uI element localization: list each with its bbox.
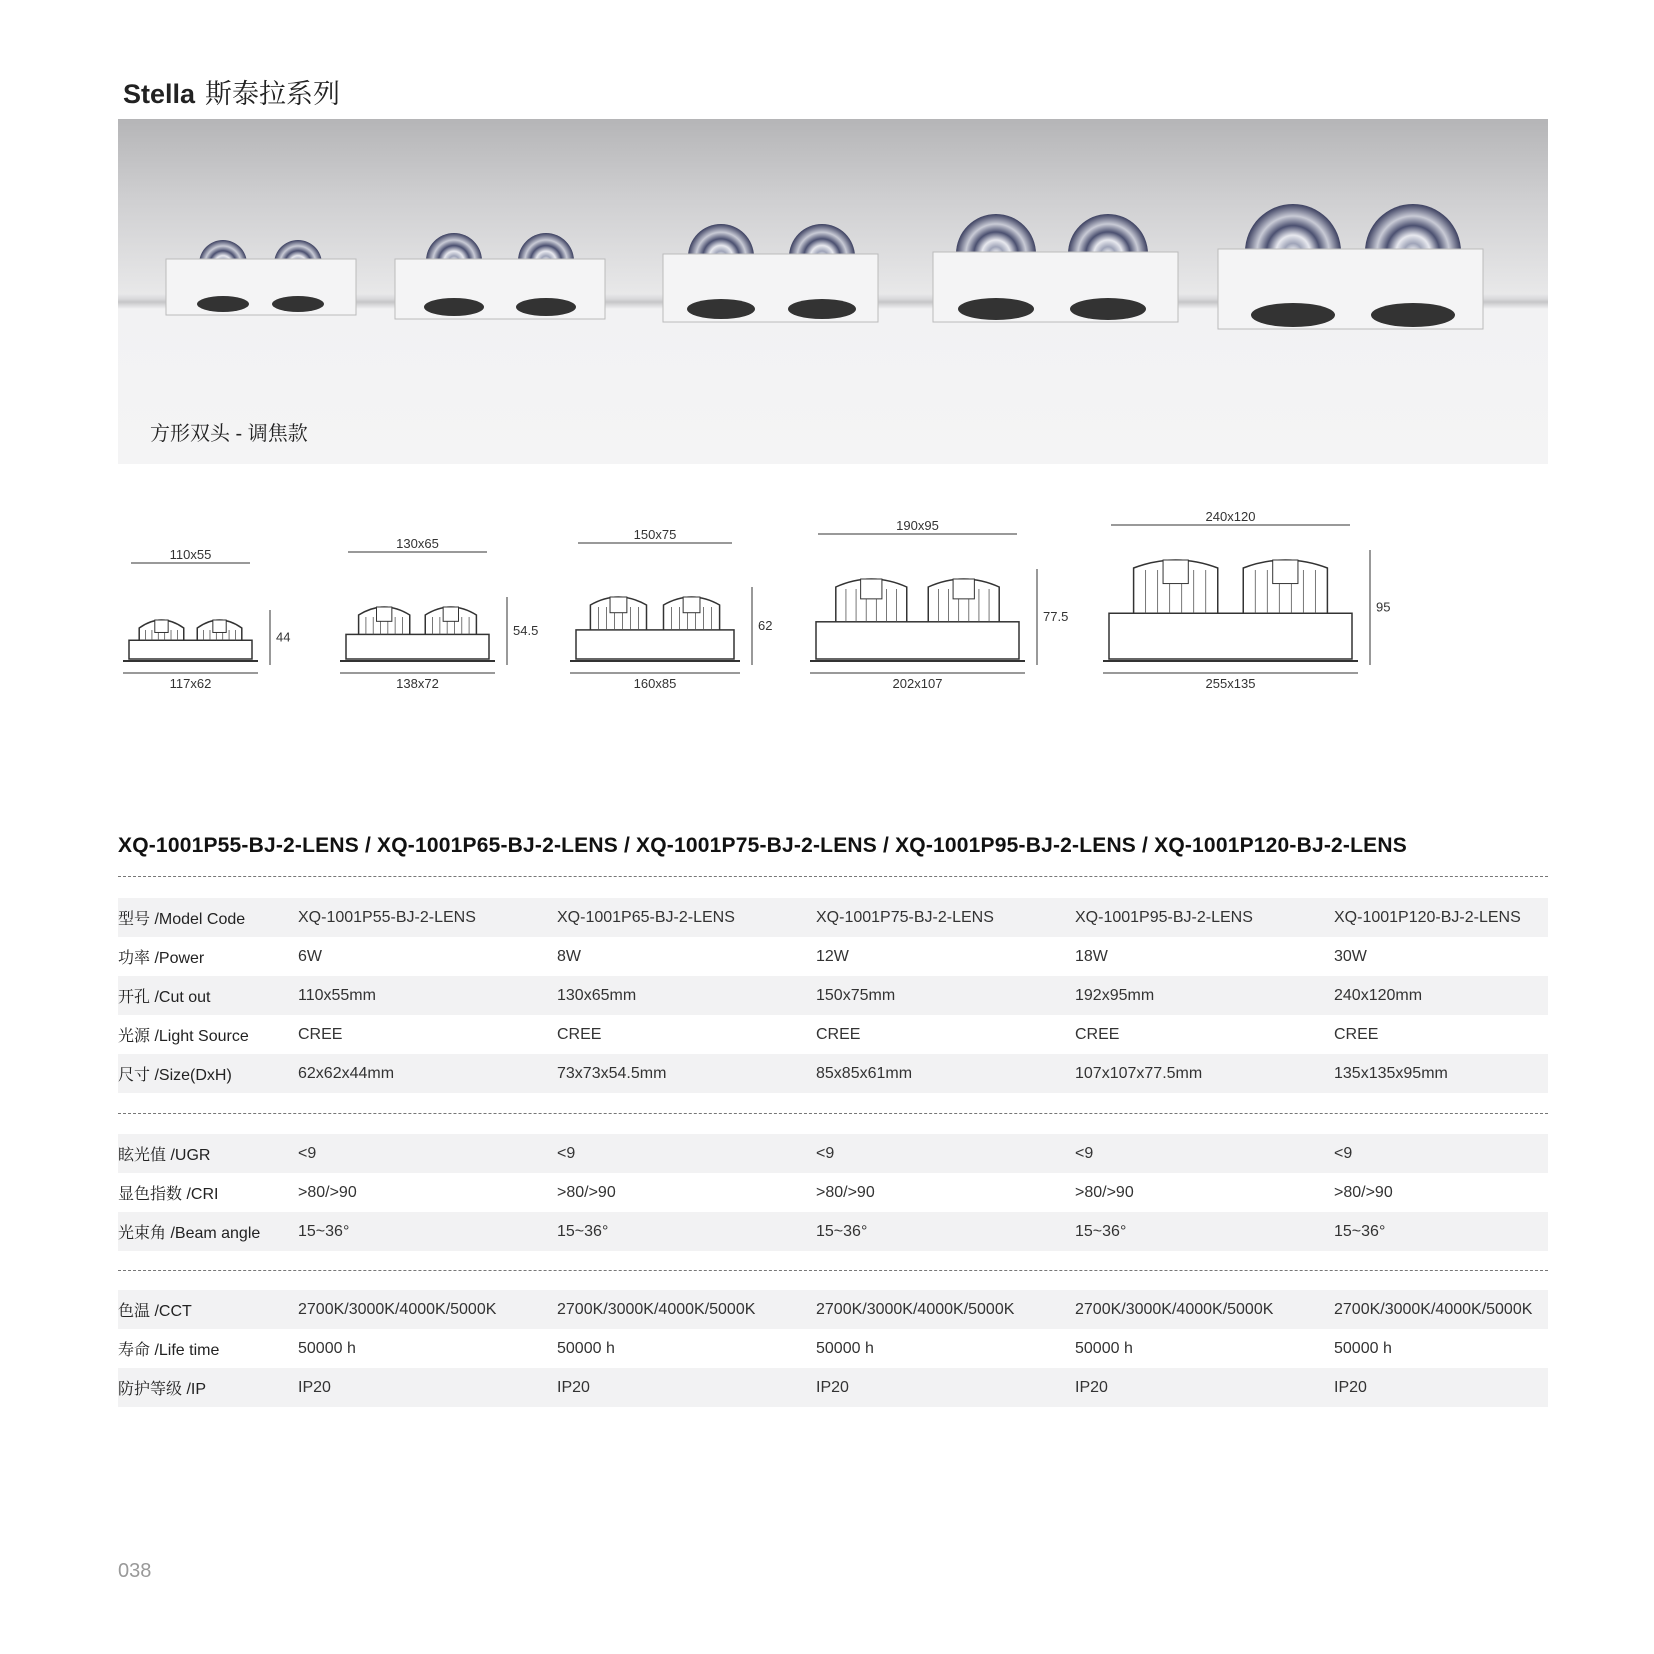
product-photo-banner	[118, 119, 1548, 464]
cutout-dimension-label: 190x95	[896, 518, 939, 533]
spec-label: 开孔 /Cut out	[118, 976, 298, 1015]
hero-caption: 方形双头 - 调焦款	[150, 423, 308, 445]
dimension-drawings-svg	[118, 509, 1391, 700]
spec-table-optical	[118, 1134, 1548, 1251]
spec-value: 130x65mm	[557, 976, 816, 1015]
spec-value: <9	[1075, 1134, 1334, 1173]
cutout-dimension-label: 110x55	[169, 547, 212, 562]
dimension-drawing	[810, 518, 1068, 691]
spec-value: 2700K/3000K/4000K/5000K	[1075, 1290, 1334, 1329]
spec-row-power	[118, 937, 1548, 976]
spec-value: 150x75mm	[816, 976, 1075, 1015]
spec-value: IP20	[298, 1368, 557, 1407]
dimension-drawing	[1103, 509, 1390, 691]
spec-value: IP20	[1075, 1368, 1334, 1407]
dimension-drawing	[570, 527, 772, 691]
spec-value: 50000 h	[1075, 1339, 1133, 1357]
height-dimension-label: 44	[276, 629, 291, 645]
spec-row-cct	[118, 1290, 1548, 1329]
dimension-drawing	[123, 547, 290, 691]
spec-value: >80/>90	[1334, 1183, 1393, 1201]
spec-label: 尺寸 /Size(DxH)	[118, 1054, 298, 1093]
luminaire-photo-5	[1218, 204, 1483, 329]
spec-value: 15~36°	[1334, 1212, 1548, 1251]
spec-value: <9	[557, 1134, 816, 1173]
spec-label: 色温 /CCT	[118, 1290, 298, 1329]
spec-value: IP20	[557, 1368, 816, 1407]
outer-dimension-label: 255x135	[1205, 676, 1256, 691]
spec-value: <9	[1334, 1134, 1548, 1173]
spec-value: 6W	[298, 947, 322, 965]
spec-label: 眩光值 /UGR	[118, 1134, 298, 1173]
spec-row-model-code	[118, 898, 1548, 937]
spec-value: 2700K/3000K/4000K/5000K	[557, 1290, 816, 1329]
outer-dimension-label: 117x62	[169, 676, 212, 691]
cutout-dimension-label: 130x65	[396, 536, 439, 551]
spec-value: 240x120mm	[1334, 976, 1548, 1015]
spec-value: 107x107x77.5mm	[1075, 1054, 1334, 1093]
spec-value: 15~36°	[1075, 1212, 1334, 1251]
spec-value: <9	[816, 1134, 1075, 1173]
spec-value: >80/>90	[1075, 1183, 1134, 1201]
series-name-en: Stella	[123, 79, 196, 109]
spec-value: 12W	[816, 947, 849, 965]
spec-value: IP20	[1334, 1368, 1548, 1407]
spec-value: 18W	[1075, 947, 1108, 965]
cutout-dimension-label: 240x120	[1205, 509, 1256, 524]
spec-value: XQ-1001P75-BJ-2-LENS	[816, 898, 1075, 937]
outer-dimension-label: 138x72	[396, 676, 439, 691]
height-dimension-label: 62	[758, 618, 773, 633]
spec-row-beam-angle	[118, 1212, 1548, 1251]
spec-value: XQ-1001P95-BJ-2-LENS	[1075, 898, 1334, 937]
spec-row-light-source	[118, 1015, 1548, 1054]
spec-value: >80/>90	[557, 1183, 616, 1201]
spec-value: 50000 h	[1334, 1339, 1392, 1357]
spec-value: 50000 h	[816, 1339, 874, 1357]
spec-value: 30W	[1334, 947, 1367, 965]
spec-table-general	[118, 898, 1548, 1093]
spec-value: 110x55mm	[298, 976, 557, 1015]
spec-table-electrical	[118, 1290, 1548, 1407]
spec-row-life-time	[118, 1329, 1548, 1368]
spec-value: 15~36°	[557, 1212, 816, 1251]
series-name-cn: 斯泰拉系列	[205, 79, 341, 109]
spec-value: 50000 h	[298, 1339, 356, 1357]
outer-dimension-label: 160x85	[633, 676, 677, 691]
spec-value: 62x62x44mm	[298, 1054, 557, 1093]
luminaire-photo-4	[933, 214, 1178, 322]
spec-value: 73x73x54.5mm	[557, 1054, 816, 1093]
spec-value: CREE	[298, 1025, 343, 1043]
spec-row-cut-out	[118, 976, 1548, 1015]
spec-label: 显色指数 /CRI	[118, 1186, 219, 1203]
spec-label: 型号 /Model Code	[118, 898, 298, 937]
outer-dimension-label: 202x107	[892, 676, 943, 691]
spec-value: <9	[298, 1134, 557, 1173]
page-number: 038	[118, 1560, 152, 1582]
spec-value: 15~36°	[298, 1212, 557, 1251]
height-dimension-label: 77.5	[1043, 609, 1069, 624]
spec-value: CREE	[1334, 1025, 1379, 1043]
spec-row-ip	[118, 1368, 1548, 1407]
spec-value: 2700K/3000K/4000K/5000K	[816, 1290, 1075, 1329]
spec-label: 防护等级 /IP	[118, 1368, 298, 1407]
dimension-drawings	[118, 509, 1391, 700]
luminaire-photo-2	[395, 233, 605, 319]
dimension-drawing	[340, 536, 538, 691]
height-dimension-label: 95	[1376, 599, 1391, 615]
divider-2	[118, 1113, 1548, 1114]
divider-3	[118, 1270, 1548, 1271]
spec-value: XQ-1001P55-BJ-2-LENS	[298, 898, 557, 937]
spec-value: CREE	[1075, 1025, 1120, 1043]
divider-1	[118, 876, 1548, 877]
cutout-dimension-label: 150x75	[633, 527, 677, 542]
spec-value: >80/>90	[816, 1183, 875, 1201]
spec-label: 功率 /Power	[118, 950, 205, 967]
luminaire-photo-3	[663, 224, 878, 322]
spec-value: CREE	[816, 1025, 861, 1043]
spec-label: 寿命 /Life time	[118, 1342, 220, 1359]
spec-value: CREE	[557, 1025, 602, 1043]
series-title	[123, 72, 340, 111]
spec-value: 2700K/3000K/4000K/5000K	[298, 1290, 557, 1329]
spec-label: 光源 /Light Source	[118, 1028, 249, 1045]
spec-value: 50000 h	[557, 1339, 615, 1357]
spec-value: XQ-1001P65-BJ-2-LENS	[557, 898, 816, 937]
spec-value: 135x135x95mm	[1334, 1054, 1548, 1093]
spec-value: XQ-1001P120-BJ-2-LENS	[1334, 898, 1548, 937]
height-dimension-label: 54.5	[513, 623, 539, 638]
model-codes-heading: XQ-1001P55-BJ-2-LENS / XQ-1001P65-BJ-2-LENS / XQ-1001P75-BJ-2-LENS / XQ-1001P95-BJ-2-LENS / XQ-1001P120-BJ-2-LENS	[118, 834, 1407, 857]
spec-value: 192x95mm	[1075, 976, 1334, 1015]
spec-value: 85x85x61mm	[816, 1054, 1075, 1093]
spec-row-ugr	[118, 1134, 1548, 1173]
luminaire-photo-1	[166, 240, 356, 315]
spec-value: 2700K/3000K/4000K/5000K	[1334, 1290, 1548, 1329]
spec-row-cri	[118, 1173, 1548, 1212]
spec-value: 8W	[557, 947, 581, 965]
spec-value: 15~36°	[816, 1212, 1075, 1251]
spec-label: 光束角 /Beam angle	[118, 1212, 298, 1251]
product-photo	[118, 119, 1548, 464]
spec-value: >80/>90	[298, 1183, 357, 1201]
spec-value: IP20	[816, 1368, 1075, 1407]
spec-row-size	[118, 1054, 1548, 1093]
